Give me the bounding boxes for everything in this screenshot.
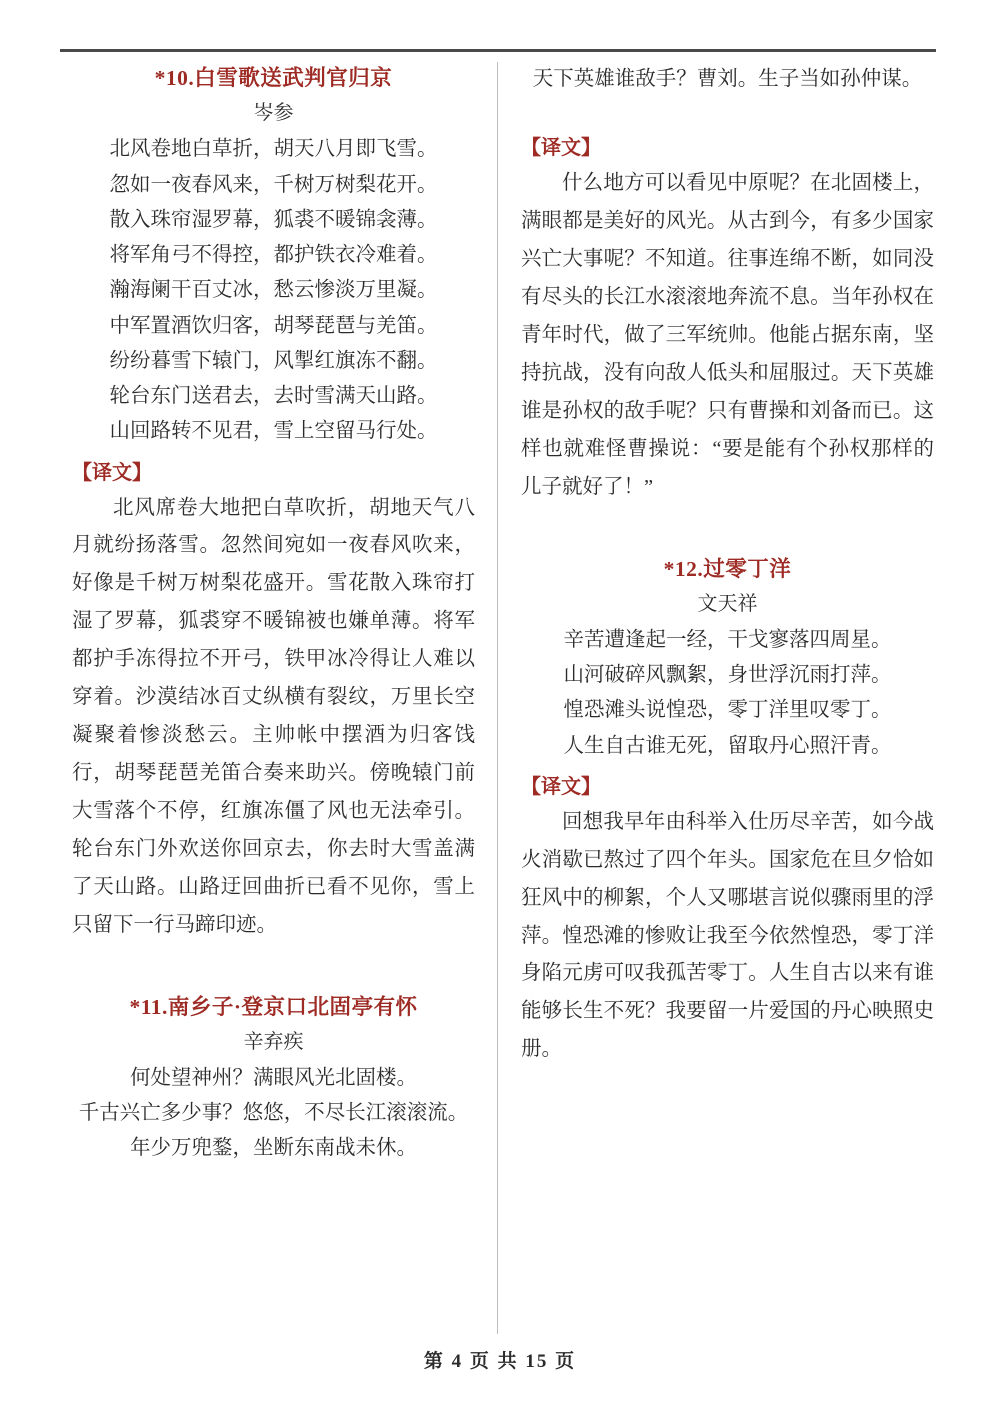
poem-12-line-3: 惶恐滩头说惶恐，零丁洋里叹零丁。 <box>563 699 892 722</box>
right-column <box>497 62 1000 1167</box>
poem-11-continuation-line: 天下英雄谁敌手？曹刘。生子当如孙仲谋。 <box>532 68 923 90</box>
poem-10-line-3: 散入珠帘湿罗幕，狐裘不暖锦衾薄。 <box>109 208 438 231</box>
poem-10-line-4: 将军角弓不得控，都护铁衣冷难着。 <box>109 244 438 266</box>
poem-10-block <box>72 62 475 450</box>
section-spacer <box>72 945 475 991</box>
poem-11-line-1: 何处望神州？满眼风光北固楼。 <box>130 1066 417 1089</box>
header-rule <box>60 49 936 52</box>
page-footer: 第 4 页 共 15 页 <box>423 1351 577 1372</box>
poem-10-author: 岑参 <box>253 102 294 125</box>
poem-10-line-7: 纷纷暮雪下辕门，风掣红旗冻不翻。 <box>109 349 438 372</box>
poem-10-translation-body: 北风席卷大地把白草吹折，胡地天气八月就纷扬落雪。忽然间宛如一夜春风吹来，好像是千树万树梨花盛开。雪花散入珠帘打湿了罗幕，狐裘穿不暖锦被也嫌单薄。将军都护手冻得拉不开弓，铁甲冰冷得让人难以穿着。沙漠结冰百丈纵横有裂纹，万里长空凝聚着惨淡愁云。主帅帐中摆酒为归客饯行，胡琴琵琶羌笛合奏来助兴。傍晚辕门前大雪落个不停，红旗冻僵了风也无法牵引。轮台东门外欢送你回京去，你去时大雪盖满了天山路。山路迂回曲折已看不见你，雪上只留下一行马蹄印迹。 <box>72 496 475 936</box>
poem-10-title: *10.白雪歌送武判官归京 <box>154 66 393 90</box>
left-column <box>0 62 497 1167</box>
poem-10-line-2: 忽如一夜春风来，千树万树梨花开。 <box>109 173 438 196</box>
poem-12-author: 文天祥 <box>697 592 758 615</box>
poem-12-title: *12.过零丁洋 <box>663 556 792 581</box>
poem-11-title: *11.南乡子·登京口北固亭有怀 <box>129 994 418 1019</box>
poem-12-translation-label: 【译文】 <box>521 775 601 798</box>
poem-11-author: 辛弃疾 <box>243 1030 304 1053</box>
poem-11-line-2: 千古兴亡多少事？悠悠，不尽长江滚滚流。 <box>78 1102 469 1125</box>
poem-11-line-3: 年少万兜鍪，坐断东南战未休。 <box>130 1137 417 1160</box>
poem-12-line-4: 人生自古谁无死，留取丹心照汗青。 <box>563 734 892 757</box>
poem-11-translation-label: 【译文】 <box>521 137 601 160</box>
poem-10-line-1: 北风卷地白草折，胡天八月即飞雪。 <box>109 138 438 161</box>
poem-10-translation-label: 【译文】 <box>72 461 152 484</box>
poem-11-block <box>72 991 475 1167</box>
poem-10-line-6: 中军置酒饮归客，胡琴琵琶与羌笛。 <box>109 314 438 337</box>
section-spacer <box>521 507 934 553</box>
two-column-body <box>0 62 1000 1167</box>
section-spacer <box>521 97 934 125</box>
poem-10-line-9: 山回路转不见君，雪上空留马行处。 <box>109 420 438 443</box>
poem-12-block <box>521 553 934 764</box>
poem-10-line-5: 瀚海阑干百丈冰，愁云惨淡万里凝。 <box>109 279 438 302</box>
poem-10-line-8: 轮台东门送君去，去时雪满天山路。 <box>109 385 438 407</box>
poem-12-line-1: 辛苦遭逢起一经，干戈寥落四周星。 <box>563 628 892 651</box>
poem-12-line-2: 山河破碎风飘絮，身世浮沉雨打萍。 <box>563 664 892 687</box>
poem-12-translation-body: 回想我早年由科举入仕历尽辛苦，如今战火消歇已熬过了四个年头。国家危在旦夕恰如狂风中的柳絮，个人又哪堪言说似骤雨里的浮萍。惶恐滩的惨败让我至今依然惶恐，零丁洋身陷元虏可叹我孤苦零丁。人生自古以来有谁能够长生不死？我要留一片爱国的丹心映照史册。 <box>521 810 934 1061</box>
poem-11-translation-body: 什么地方可以看见中原呢？在北固楼上，满眼都是美好的风光。从古到今，有多少国家兴亡大事呢？不知道。往事连绵不断，如同没有尽头的长江水滚滚地奔流不息。当年孙权在青年时代，做了三军统帅。他能占据东南，坚持抗战，没有向敌人低头和屈服过。天下英雄谁是孙权的敌手呢？只有曹操和刘备而已。这样也就难怪曹操说：“要是能有个孙权那样的儿子就好了！” <box>521 172 934 498</box>
